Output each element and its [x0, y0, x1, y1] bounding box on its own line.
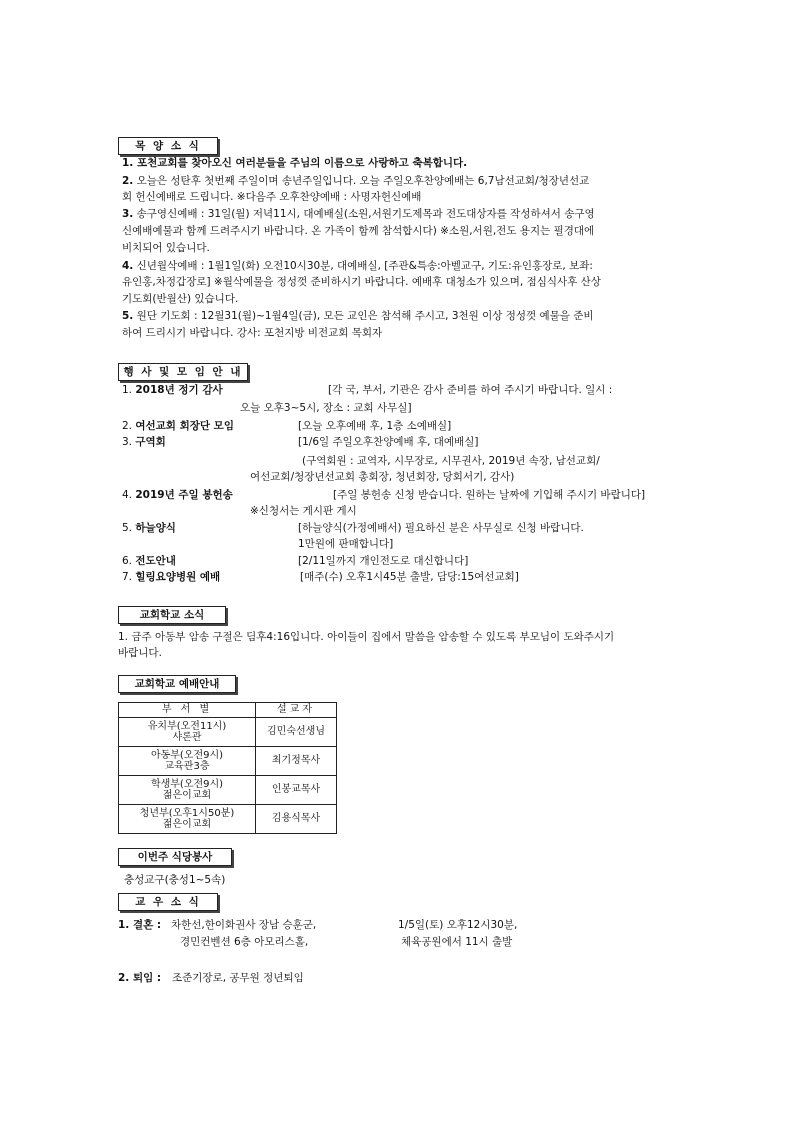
dept-cell: 아동부(오전9시) 교육관3층	[119, 747, 256, 776]
event-7-desc: [매주(수) 오후1시45분 출발, 담당:15여선교회]	[300, 571, 519, 583]
wedding-right-2: 체육공원에서 11시 출발	[401, 936, 513, 948]
school-news-heading: 교회학교 소식	[118, 606, 226, 624]
kitchen-text: 충성교구(충성1~5속)	[124, 874, 226, 886]
wedding-left-2: 경민컨벤션 6층 아모리스홀,	[180, 936, 309, 948]
school-news-line-2: 바랍니다.	[118, 647, 162, 659]
preacher-cell: 인봉교목사	[256, 776, 337, 805]
table-row	[119, 776, 337, 805]
event-3-desc: [1/6일 주일오후찬양예배 후, 대예배실]	[298, 436, 479, 448]
wedding-right-1: 1/5일(토) 오후12시30분,	[398, 919, 518, 931]
dept-cell: 청년부(오후1시50분) 젊은이교회	[119, 805, 256, 834]
event-1: 1. 2018년 정기 감사	[122, 384, 223, 396]
event-6-desc: [2/11일까지 개인전도로 대신합니다]	[298, 555, 469, 567]
event-3-desc-3: 여선교회/청장년선교회 총회장, 청년회장, 당회서기, 감사)	[250, 471, 515, 483]
pastoral-item-2-line2: 회 헌신예배로 드립니다. ※다음주 오후찬양예배 : 사명자헌신예배	[122, 191, 422, 203]
table-row	[119, 805, 337, 834]
school-worship-table	[118, 702, 337, 834]
event-3: 3. 구역회	[122, 436, 166, 448]
table-row	[119, 747, 337, 776]
event-5-desc-2: 1만원에 판매합니다]	[298, 538, 394, 550]
pastoral-item-4-line2: 유인홍,차정갑장로] ※월삭예물을 정성껏 준비하시기 바랍니다. 예배후 대청소가 있으며, 점심식사후 산상	[122, 276, 601, 288]
event-1-desc: [각 국, 부서, 기관은 감사 준비를 하여 주시기 바랍니다. 일시 :	[328, 384, 613, 396]
event-6: 6. 전도안내	[122, 555, 176, 567]
pastoral-item-3: 3. 송구영신예배 : 31일(월) 저녁11시, 대예배실(소원,서원기도제목과 전도대상자를 작성하셔서 송구영	[122, 208, 595, 220]
event-2-desc: [오늘 오후예배 후, 1층 소예배실]	[298, 420, 452, 432]
pastoral-item-3-line3: 비치되어 있습니다.	[122, 242, 210, 254]
school-news-line-1: 1. 금주 아동부 암송 구절은 딤후4:16입니다. 아이들이 집에서 말씀을 암송할 수 있도록 부모님이 도와주시기	[118, 631, 615, 643]
column-header-preacher: 설교자	[256, 703, 337, 718]
event-5: 5. 하늘양식	[122, 522, 176, 534]
event-4: 4. 2019년 주일 봉헌송	[122, 489, 233, 501]
pastoral-heading: 목 양 소 식	[118, 137, 218, 155]
members-heading: 교 우 소 식	[118, 893, 218, 911]
event-5-desc: [하늘양식(가정예배서) 필요하신 분은 사무실로 신청 바랍니다.	[298, 522, 584, 534]
pastoral-item-2: 2. 오늘은 성탄후 첫번째 주일이며 송년주일입니다. 오늘 주일오후찬양예배는 6,7남선교회/청장년선교	[122, 175, 590, 187]
dept-cell: 학생부(오전9시) 젊은이교회	[119, 776, 256, 805]
pastoral-item-3-line2: 신예배예물과 함께 드려주시기 바랍니다. 온 가족이 함께 참석합시다) ※소원,서원,전도 용지는 필경대에	[122, 225, 595, 237]
event-4-desc: [주일 봉헌송 신청 받습니다. 원하는 날짜에 기입해 주시기 바랍니다]	[333, 489, 646, 501]
preacher-cell: 최기정목사	[256, 747, 337, 776]
preacher-cell: 김민숙선생님	[256, 718, 337, 747]
event-1-desc-2: 오늘 오후3~5시, 장소 : 교회 사무실]	[240, 402, 412, 414]
retire-text: 조준기장로, 공무원 정년퇴임	[172, 972, 304, 984]
table-row	[119, 718, 337, 747]
event-4-desc-2: ※신청서는 게시판 게시	[250, 505, 357, 517]
wedding-left-1: 차한선,한이화권사 장남 승훈군,	[171, 919, 317, 931]
column-header-dept: 부 서 별	[119, 703, 256, 718]
pastoral-item-5: 5. 원단 기도회 : 12월31(월)~1월4일(금), 모든 교인은 참석해 주시고, 3천원 이상 정성껏 예물을 준비	[122, 310, 594, 322]
preacher-cell: 김용식목사	[256, 805, 337, 834]
pastoral-item-4: 4. 신년월삭예배 : 1월1일(화) 오전10시30분, 대예배실, [주관&특송:아벨교구, 기도:유인홍장로, 보좌:	[122, 260, 593, 272]
dept-cell: 유치부(오전11시) 샤론관	[119, 718, 256, 747]
pastoral-item-1: 1. 포천교회를 찾아오신 여러분들을 주님의 이름으로 사랑하고 축복합니다.	[122, 157, 468, 169]
event-3-desc-2: (구역회원 : 교역자, 시무장로, 시무권사, 2019년 속장, 남선교회/	[302, 455, 600, 467]
pastoral-item-5-line2: 하여 드리시기 바랍니다. 강사: 포천지방 비전교회 목회자	[122, 327, 383, 339]
school-worship-heading: 교회학교 예배안내	[118, 675, 236, 693]
events-heading: 행 사 및 모 임 안 내	[118, 363, 248, 381]
event-2: 2. 여선교회 회장단 모임	[122, 420, 234, 432]
table-header-row	[119, 703, 337, 718]
retire-label: 2. 퇴임 :	[118, 972, 162, 984]
event-7: 7. 힐링요양병원 예배	[122, 571, 221, 583]
kitchen-heading: 이번주 식당봉사	[118, 848, 232, 866]
pastoral-item-4-line3: 기도회(반월산) 있습니다.	[122, 293, 239, 305]
wedding-label: 1. 결혼 :	[118, 919, 162, 931]
